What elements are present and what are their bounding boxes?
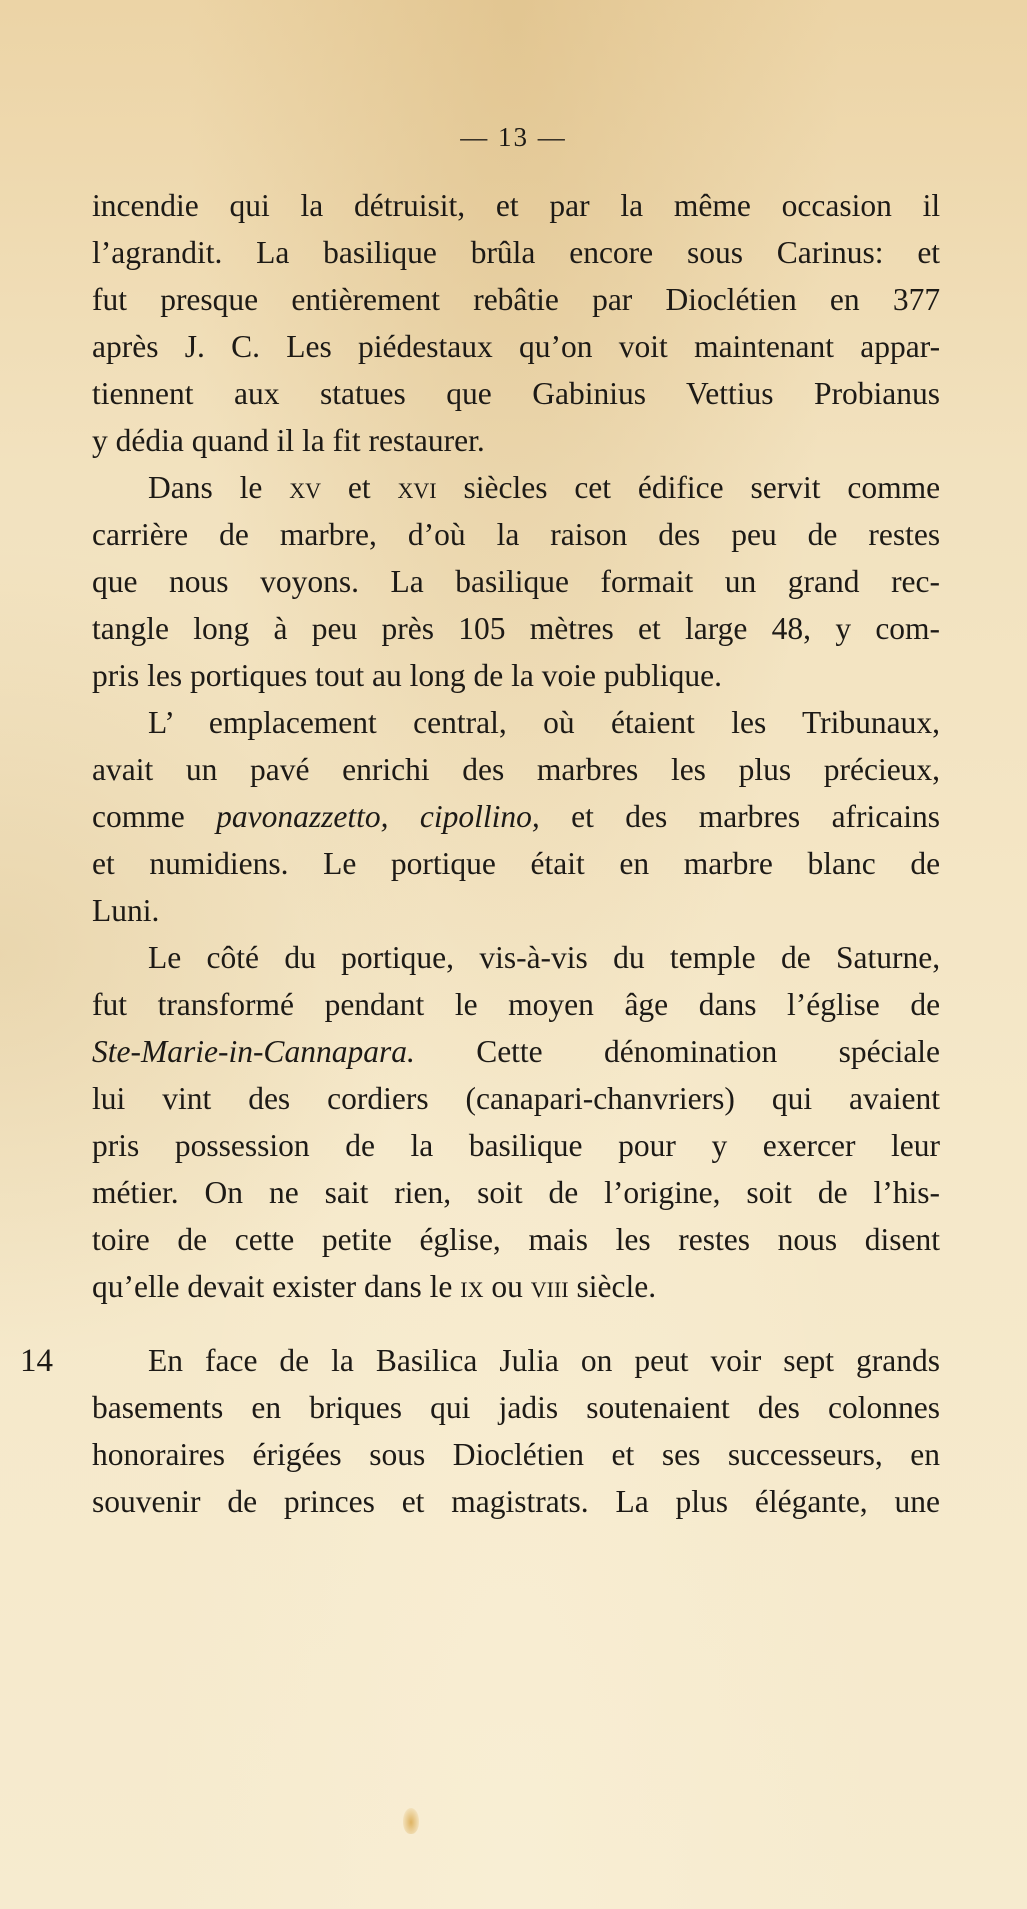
text-line: qu’elle devait exister dans le ix ou viii siècle. (92, 1269, 657, 1304)
italic-term: Ste-Marie-in-Cannapara. (92, 1034, 415, 1069)
text-line: En face de la Basilica Julia on peut voir sept grands (148, 1343, 940, 1378)
italic-term: pavonazzetto, cipollino, (216, 799, 540, 834)
text-line: souvenir de princes et magistrats. La plus élégante, une (92, 1484, 940, 1519)
paragraph (92, 464, 940, 699)
text-line: que nous voyons. La basilique formait un grand rec- (92, 564, 941, 599)
text-line: comme pavonazzetto, cipollino, et des marbres africains (92, 799, 940, 834)
text-line: Ste-Marie-in-Cannapara. Cette dénomination spéciale (92, 1034, 941, 1069)
text-line: pris les portiques tout au long de la voie publique. (92, 658, 722, 693)
text-line: fut transformé pendant le moyen âge dans l’église de (92, 987, 941, 1022)
text-line: Le côté du portique, vis-à-vis du temple de Saturne, (148, 940, 941, 975)
text-line: incendie qui la détruisit, et par la même occasion il (92, 188, 941, 223)
roman-numeral: xv (289, 470, 322, 505)
text-line: l’agrandit. La basilique brûla encore sous Carinus: et (92, 235, 941, 270)
text-line: lui vint des cordiers (canapari-chanvriers) qui avaient (92, 1081, 940, 1116)
roman-numeral: xvi (397, 470, 437, 505)
text-line: tiennent aux statues que Gabinius Vettius Probianus (92, 376, 941, 411)
body-text (92, 182, 940, 1310)
text-line: après J. C. Les piédestaux qu’on voit maintenant appar- (92, 329, 941, 364)
text-line: et numidiens. Le portique était en marbre blanc de (92, 846, 941, 881)
roman-numeral: ix (460, 1269, 484, 1304)
paragraph (92, 699, 940, 934)
roman-numeral: viii (530, 1269, 569, 1304)
text-line: carrière de marbre, d’où la raison des peu de restes (92, 517, 941, 552)
text-line: pris possession de la basilique pour y exercer leur (92, 1128, 940, 1163)
paragraph (92, 182, 940, 464)
text-line: tangle long à peu près 105 mètres et large 48, y com- (92, 611, 941, 646)
section-14-text (92, 1337, 940, 1525)
paper-stain (403, 1808, 419, 1834)
text-line: toire de cette petite église, mais les restes nous disent (92, 1222, 941, 1257)
section-number: 14 (20, 1343, 53, 1379)
text-line: y dédia quand il la fit restaurer. (92, 423, 485, 458)
text-line: métier. On ne sait rien, soit de l’origine, soit de l’his- (92, 1175, 941, 1210)
text-line: Luni. (92, 893, 160, 928)
text-line: L’ emplacement central, où étaient les Tribunaux, (148, 705, 941, 740)
text-line: basements en briques qui jadis soutenaient des colonnes (92, 1390, 940, 1425)
paragraph (92, 934, 940, 1310)
text-line: Dans le xv et xvi siècles cet édifice servit comme (148, 470, 941, 505)
text-line: fut presque entièrement rebâtie par Dioclétien en 377 (92, 282, 941, 317)
text-line: honoraires érigées sous Dioclétien et ses successeurs, en (92, 1437, 940, 1472)
text-line: avait un pavé enrichi des marbres les plus précieux, (92, 752, 941, 787)
page-number: — 13 — (460, 122, 567, 152)
